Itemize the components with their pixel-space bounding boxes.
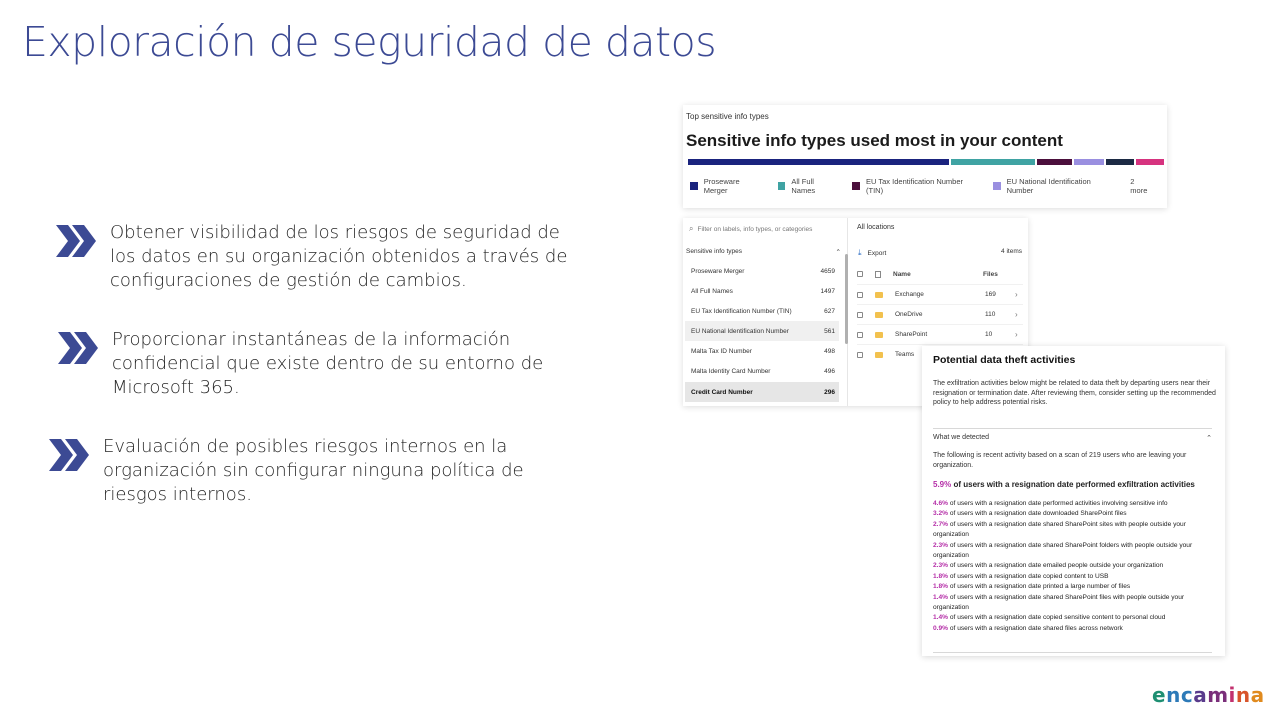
legend-label: All Full Names [791, 177, 816, 195]
logo-letter: m [1207, 683, 1229, 707]
chevron-right-icon[interactable]: › [1015, 290, 1018, 299]
folder-icon [875, 312, 883, 318]
headline-pct: 5.9% [933, 480, 952, 489]
stat-pct: 1.4% [933, 614, 949, 622]
legend-item [690, 177, 764, 195]
bullet-text: Proporcionar instantáneas de la información confidencial que existe dentro de su entorno de Microsoft 365. [112, 329, 544, 398]
location-name: Exchange [895, 291, 924, 298]
stat-pct: 2.3% [933, 562, 949, 570]
folder-icon [875, 332, 883, 338]
info-type-count: 627 [824, 307, 835, 315]
card-intro: The exfiltration activities below might be related to data theft by departing users near their resignation or termination date. After reviewing them, consider setting up the recommended policy to help address potential risks. [933, 380, 1216, 406]
location-row[interactable] [857, 304, 1023, 324]
logo-letter: a [1250, 683, 1265, 707]
locations-header [857, 264, 1023, 284]
locations-title: All locations [857, 224, 895, 231]
location-files: 169 [985, 291, 996, 298]
info-type-row[interactable] [685, 382, 839, 402]
info-type-row[interactable] [685, 341, 839, 361]
logo-letter: n [1166, 683, 1181, 707]
bullet-item [52, 221, 580, 293]
stat-pct: 1.8% [933, 583, 949, 591]
logo-letter: c [1180, 683, 1194, 707]
export-button[interactable] [858, 248, 886, 258]
folder-icon [875, 292, 883, 298]
info-type-name: Credit Card Number [691, 388, 753, 396]
stat-pct: 3.2% [933, 510, 949, 518]
divider [933, 428, 1212, 429]
info-type-name: Proseware Merger [691, 267, 745, 275]
sensitive-info-types-card [683, 105, 1167, 208]
chevron-up-icon: ⌃ [1206, 435, 1212, 442]
location-row[interactable] [857, 284, 1023, 304]
legend-item [852, 177, 979, 195]
info-type-count: 4659 [820, 267, 835, 275]
legend-more-label: 2 more [1130, 177, 1148, 195]
chevron-right-icon[interactable]: › [1015, 310, 1018, 319]
legend [690, 177, 1167, 195]
info-type-name: Malta Tax ID Number [691, 347, 752, 355]
scan-summary: The following is recent activity based on a scan of 219 users who are leaving your organization. [933, 452, 1187, 469]
export-label: Export [867, 249, 887, 257]
legend-label: Proseware Merger [703, 177, 740, 195]
stat-text: of users with a resignation date shared files across network [948, 624, 1123, 632]
stat-text: of users with a resignation date shared SharePoint sites with people outside your organization [933, 520, 1186, 539]
logo-letter: n [1235, 683, 1251, 707]
types-header-label: Sensitive info types [686, 248, 743, 255]
legend-swatch [778, 182, 786, 190]
stat-item [933, 509, 1217, 519]
items-count: 4 items [1001, 248, 1022, 255]
chevron-right-icon[interactable]: › [1015, 330, 1018, 339]
stat-list [933, 499, 1217, 634]
stat-pct: 2.3% [933, 541, 949, 549]
file-type-icon [875, 271, 881, 278]
legend-swatch [690, 182, 698, 190]
filter-placeholder: Filter on labels, info types, or categories [697, 225, 813, 233]
stat-item [933, 520, 1217, 541]
stat-item [933, 572, 1217, 582]
stat-pct: 2.7% [933, 520, 949, 528]
legend-label: EU National Identification Number [1006, 177, 1091, 195]
info-type-row[interactable] [685, 301, 839, 321]
double-chevron-right-icon [52, 221, 96, 261]
legend-swatch [852, 182, 860, 190]
search-icon: ⌕ [689, 224, 694, 233]
stat-item [933, 499, 1217, 509]
scrollbar[interactable] [845, 254, 848, 344]
folder-icon [875, 352, 883, 358]
stat-item [933, 582, 1217, 592]
card-title: Potential data theft activities [933, 354, 1076, 366]
headline-stat [933, 480, 1195, 489]
stat-pct: 1.8% [933, 572, 949, 580]
info-type-count: 296 [824, 388, 835, 396]
bar-segment[interactable] [688, 159, 949, 165]
info-type-count: 496 [824, 367, 835, 375]
stat-text: of users with a resignation date performed activities involving sensitive info [948, 500, 1168, 507]
stat-pct: 4.6% [933, 500, 949, 507]
stat-item [933, 561, 1217, 571]
info-type-count: 1497 [820, 287, 835, 295]
stat-text: of users with a resignation date shared SharePoint folders with people outside your organization [933, 541, 1193, 560]
bullet-item [54, 328, 582, 400]
info-types-list [683, 218, 848, 406]
types-header[interactable] [686, 248, 841, 256]
section-label: What we detected [933, 434, 990, 441]
legend-item [993, 177, 1116, 195]
stat-pct: 1.4% [933, 593, 949, 601]
location-name: Teams [895, 351, 915, 358]
info-type-name: EU National Identification Number [691, 327, 789, 335]
select-all-checkbox[interactable] [857, 271, 863, 277]
info-type-count: 498 [824, 347, 835, 355]
row-checkbox[interactable] [857, 292, 863, 298]
info-type-count: 561 [824, 327, 835, 335]
data-theft-card [922, 346, 1225, 656]
divider [933, 652, 1212, 653]
stat-text: of users with a resignation date copied content to USB [948, 572, 1109, 580]
row-checkbox[interactable] [857, 312, 863, 318]
download-icon: ⤓ [858, 248, 862, 257]
stat-text: of users with a resignation date copied sensitive content to personal cloud [948, 614, 1166, 622]
logo-letter: i [1228, 683, 1236, 707]
location-name: OneDrive [895, 311, 923, 318]
column-files[interactable]: Files [983, 270, 998, 278]
stat-text: of users with a resignation date shared SharePoint files with people outside your organization [933, 593, 1185, 612]
bar-segment[interactable] [951, 159, 1035, 165]
info-type-row[interactable] [685, 281, 839, 301]
stat-text: of users with a resignation date downloaded SharePoint files [948, 510, 1127, 518]
bullet-text: Evaluación de posibles riesgos internos en la organización sin configurar ninguna política de riesgos internos. [103, 436, 524, 505]
info-type-row[interactable] [685, 321, 839, 341]
location-name: SharePoint [895, 331, 928, 338]
location-row[interactable] [857, 324, 1023, 344]
info-type-row[interactable] [685, 361, 839, 381]
bar-segment[interactable] [1037, 159, 1072, 165]
logo-letter: a [1193, 683, 1208, 707]
legend-more-link[interactable] [1130, 177, 1153, 195]
bar-segment[interactable] [1136, 159, 1164, 165]
stat-pct: 0.9% [933, 624, 949, 632]
headline-text: of users with a resignation date performed exfiltration activities [951, 480, 1195, 489]
encamina-logo [1152, 683, 1265, 707]
stat-item [933, 593, 1217, 614]
section-toggle[interactable] [933, 434, 1212, 442]
stacked-bar [688, 159, 1164, 165]
stat-item [933, 613, 1217, 623]
double-chevron-right-icon [45, 435, 89, 475]
stat-text: of users with a resignation date emailed people outside your organization [948, 562, 1164, 570]
card-title: Sensitive info types used most in your content [686, 131, 1063, 150]
legend-item [778, 177, 839, 195]
info-type-name: EU Tax Identification Number (TIN) [691, 307, 792, 315]
bar-segment[interactable] [1074, 159, 1104, 165]
legend-swatch [993, 182, 1001, 190]
chevron-up-icon: ⌃ [835, 249, 841, 256]
legend-label: EU Tax Identification Number (TIN) [866, 177, 964, 195]
filter-input[interactable] [689, 224, 812, 234]
stat-item [933, 624, 1217, 634]
location-files: 110 [985, 311, 996, 318]
stat-text: of users with a resignation date printed a large number of files [948, 583, 1131, 591]
bar-segment[interactable] [1106, 159, 1134, 165]
bullet-item [45, 435, 583, 507]
stat-item [933, 541, 1217, 562]
double-chevron-right-icon [54, 328, 98, 368]
info-type-name: All Full Names [691, 287, 733, 295]
column-name[interactable]: Name [893, 270, 911, 278]
info-type-name: Malta Identity Card Number [691, 367, 771, 375]
info-type-row[interactable] [685, 261, 839, 281]
location-files: 10 [985, 331, 993, 338]
row-checkbox[interactable] [857, 352, 863, 358]
bullet-text: Obtener visibilidad de los riesgos de seguridad de los datos en su organización obtenidos a través de configuraciones de gestión de cambios. [110, 222, 568, 291]
card-subtitle: Top sensitive info types [686, 112, 769, 121]
logo-letter: e [1152, 683, 1167, 707]
row-checkbox[interactable] [857, 332, 863, 338]
slide-title: Exploración de seguridad de datos [22, 18, 717, 66]
